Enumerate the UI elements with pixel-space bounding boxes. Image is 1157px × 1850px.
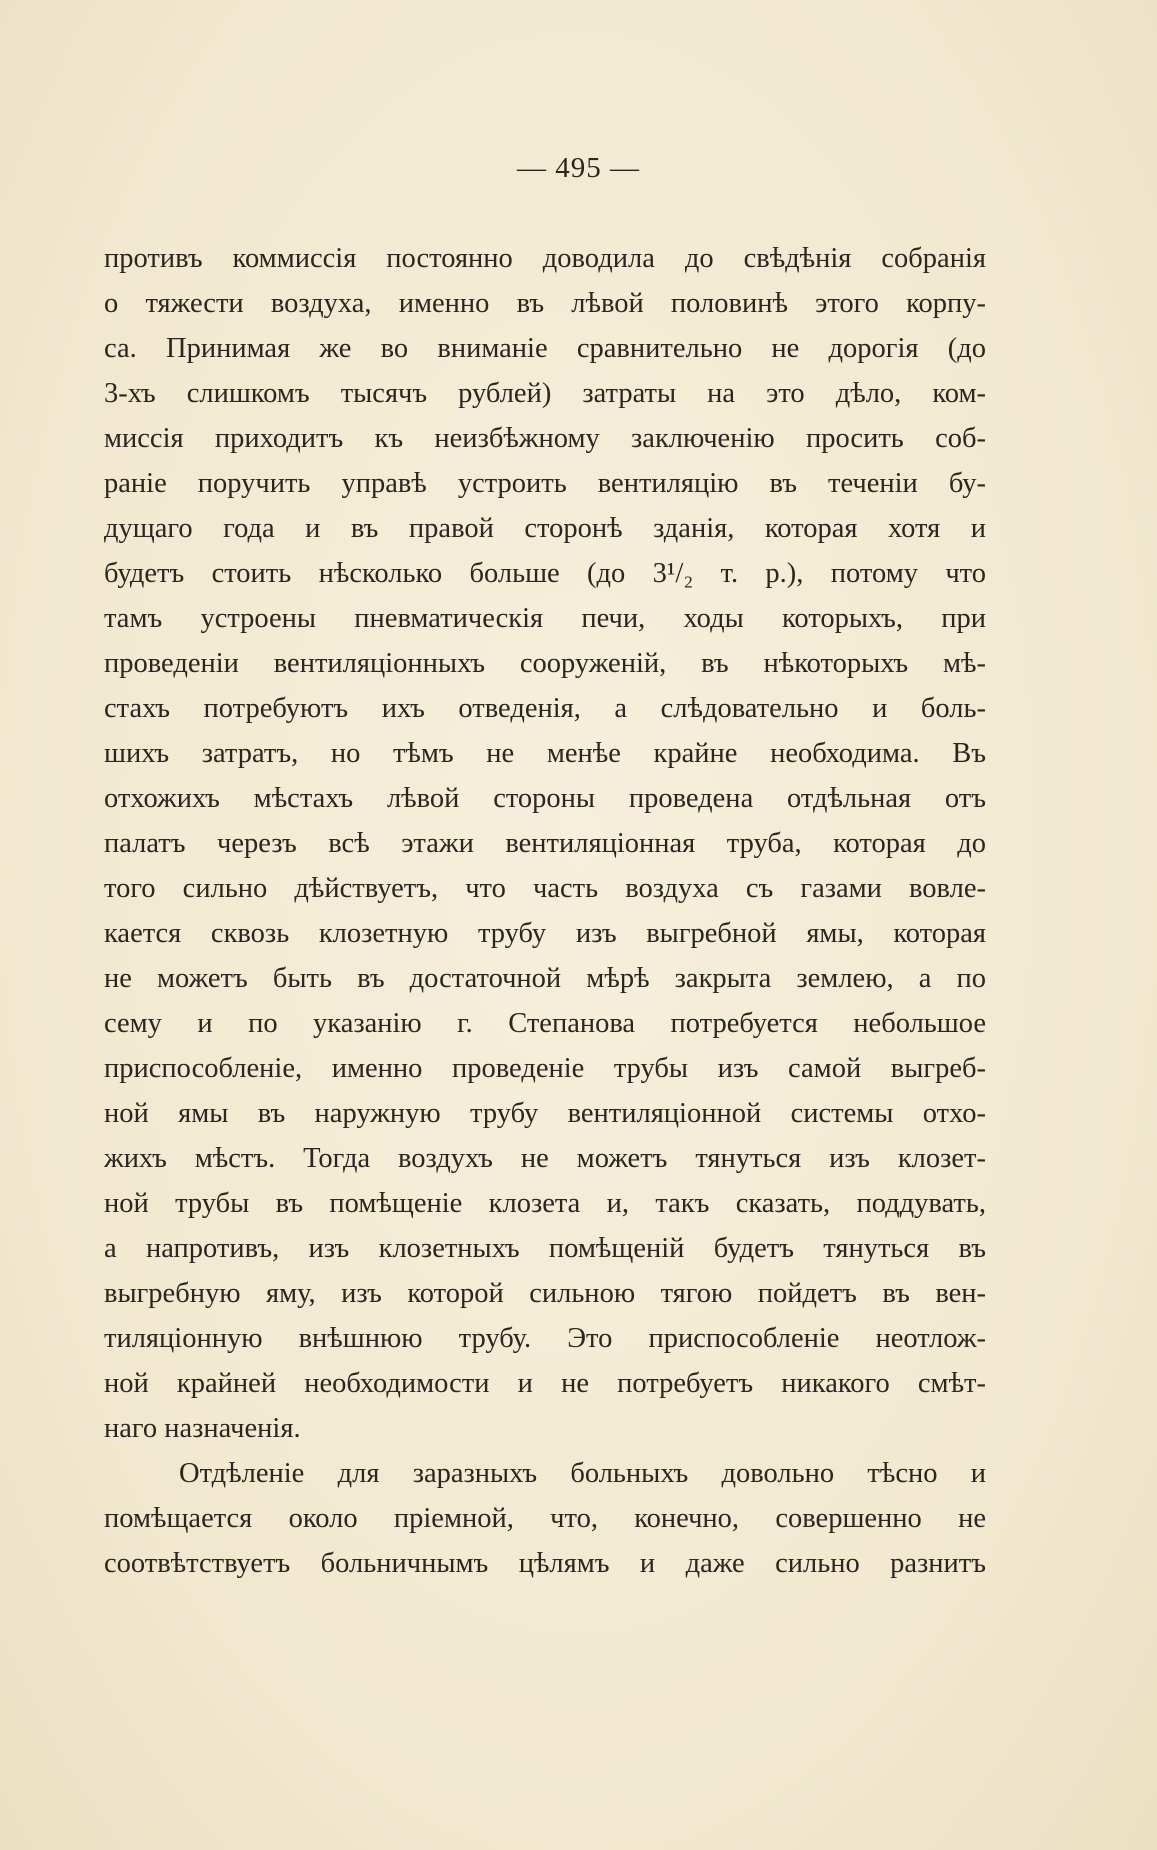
text-line: противъ коммиссія постоянно доводила до свѣдѣнія собранія: [104, 243, 986, 274]
page-number: — 495 —: [517, 152, 640, 184]
text-line: проведеніи вентиляціонныхъ сооруженій, въ нѣкоторыхъ мѣ-: [104, 648, 986, 679]
text-line: выгребную яму, изъ которой сильною тягою пойдетъ въ вен-: [104, 1278, 986, 1309]
text-line: палатъ черезъ всѣ этажи вентиляціонная труба, которая до: [104, 828, 986, 859]
paragraph-2: [104, 1451, 986, 1586]
text-line: жихъ мѣстъ. Тогда воздухъ не можетъ тянуться изъ клозет-: [104, 1143, 986, 1174]
text-line: 3-хъ слишкомъ тысячъ рублей) затраты на это дѣло, ком-: [104, 378, 986, 409]
text-line: о тяжести воздуха, именно въ лѣвой половинѣ этого корпу-: [104, 288, 986, 319]
text-line: того сильно дѣйствуетъ, что часть воздуха съ газами вовле-: [104, 873, 986, 904]
paragraph-1: [104, 236, 986, 1451]
text-line: отхожихъ мѣстахъ лѣвой стороны проведена отдѣльная отъ: [104, 783, 986, 814]
text-line: шихъ затратъ, но тѣмъ не менѣе крайне необходима. Въ: [104, 738, 986, 769]
text-line: будетъ стоить нѣсколько больше (до 3¹/₂ т. р.), потому что: [104, 558, 986, 589]
text-line: ной ямы въ наружную трубу вентиляціонной системы отхо-: [104, 1098, 986, 1129]
text-line: миссія приходитъ къ неизбѣжному заключенію просить соб-: [104, 423, 986, 454]
text-line: соотвѣтствуетъ больничнымъ цѣлямъ и даже сильно разнитъ: [104, 1548, 986, 1579]
text-line: наго назначенія.: [104, 1413, 301, 1444]
text-line: стахъ потребуютъ ихъ отведенія, а слѣдовательно и боль-: [104, 693, 986, 724]
text-line: са. Принимая же во вниманіе сравнительно не дорогія (до: [104, 333, 986, 364]
text-line: не можетъ быть въ достаточной мѣрѣ закрыта землею, а по: [104, 963, 986, 994]
text-line: дущаго года и въ правой сторонѣ зданія, которая хотя и: [104, 513, 986, 544]
text-line: Отдѣленіе для заразныхъ больныхъ довольно тѣсно и: [179, 1458, 986, 1489]
text-line: ной крайней необходимости и не потребуетъ никакого смѣт-: [104, 1368, 986, 1399]
text-line: кается сквозь клозетную трубу изъ выгребной ямы, которая: [104, 918, 986, 949]
text-line: раніе поручить управѣ устроить вентиляцію въ теченіи бу-: [104, 468, 986, 499]
body-text: [104, 236, 986, 1586]
text-line: тиляціонную внѣшнюю трубу. Это приспособленіе неотлож-: [104, 1323, 986, 1354]
text-line: тамъ устроены пневматическія печи, ходы которыхъ, при: [104, 603, 986, 634]
text-line: помѣщается около пріемной, что, конечно, совершенно не: [104, 1503, 986, 1534]
text-line: ной трубы въ помѣщеніе клозета и, такъ сказать, поддувать,: [104, 1188, 986, 1219]
text-line: а напротивъ, изъ клозетныхъ помѣщеній будетъ тянуться въ: [104, 1233, 986, 1264]
text-line: приспособленіе, именно проведеніе трубы изъ самой выгреб-: [104, 1053, 986, 1084]
text-line: сему и по указанію г. Степанова потребуется небольшое: [104, 1008, 986, 1039]
